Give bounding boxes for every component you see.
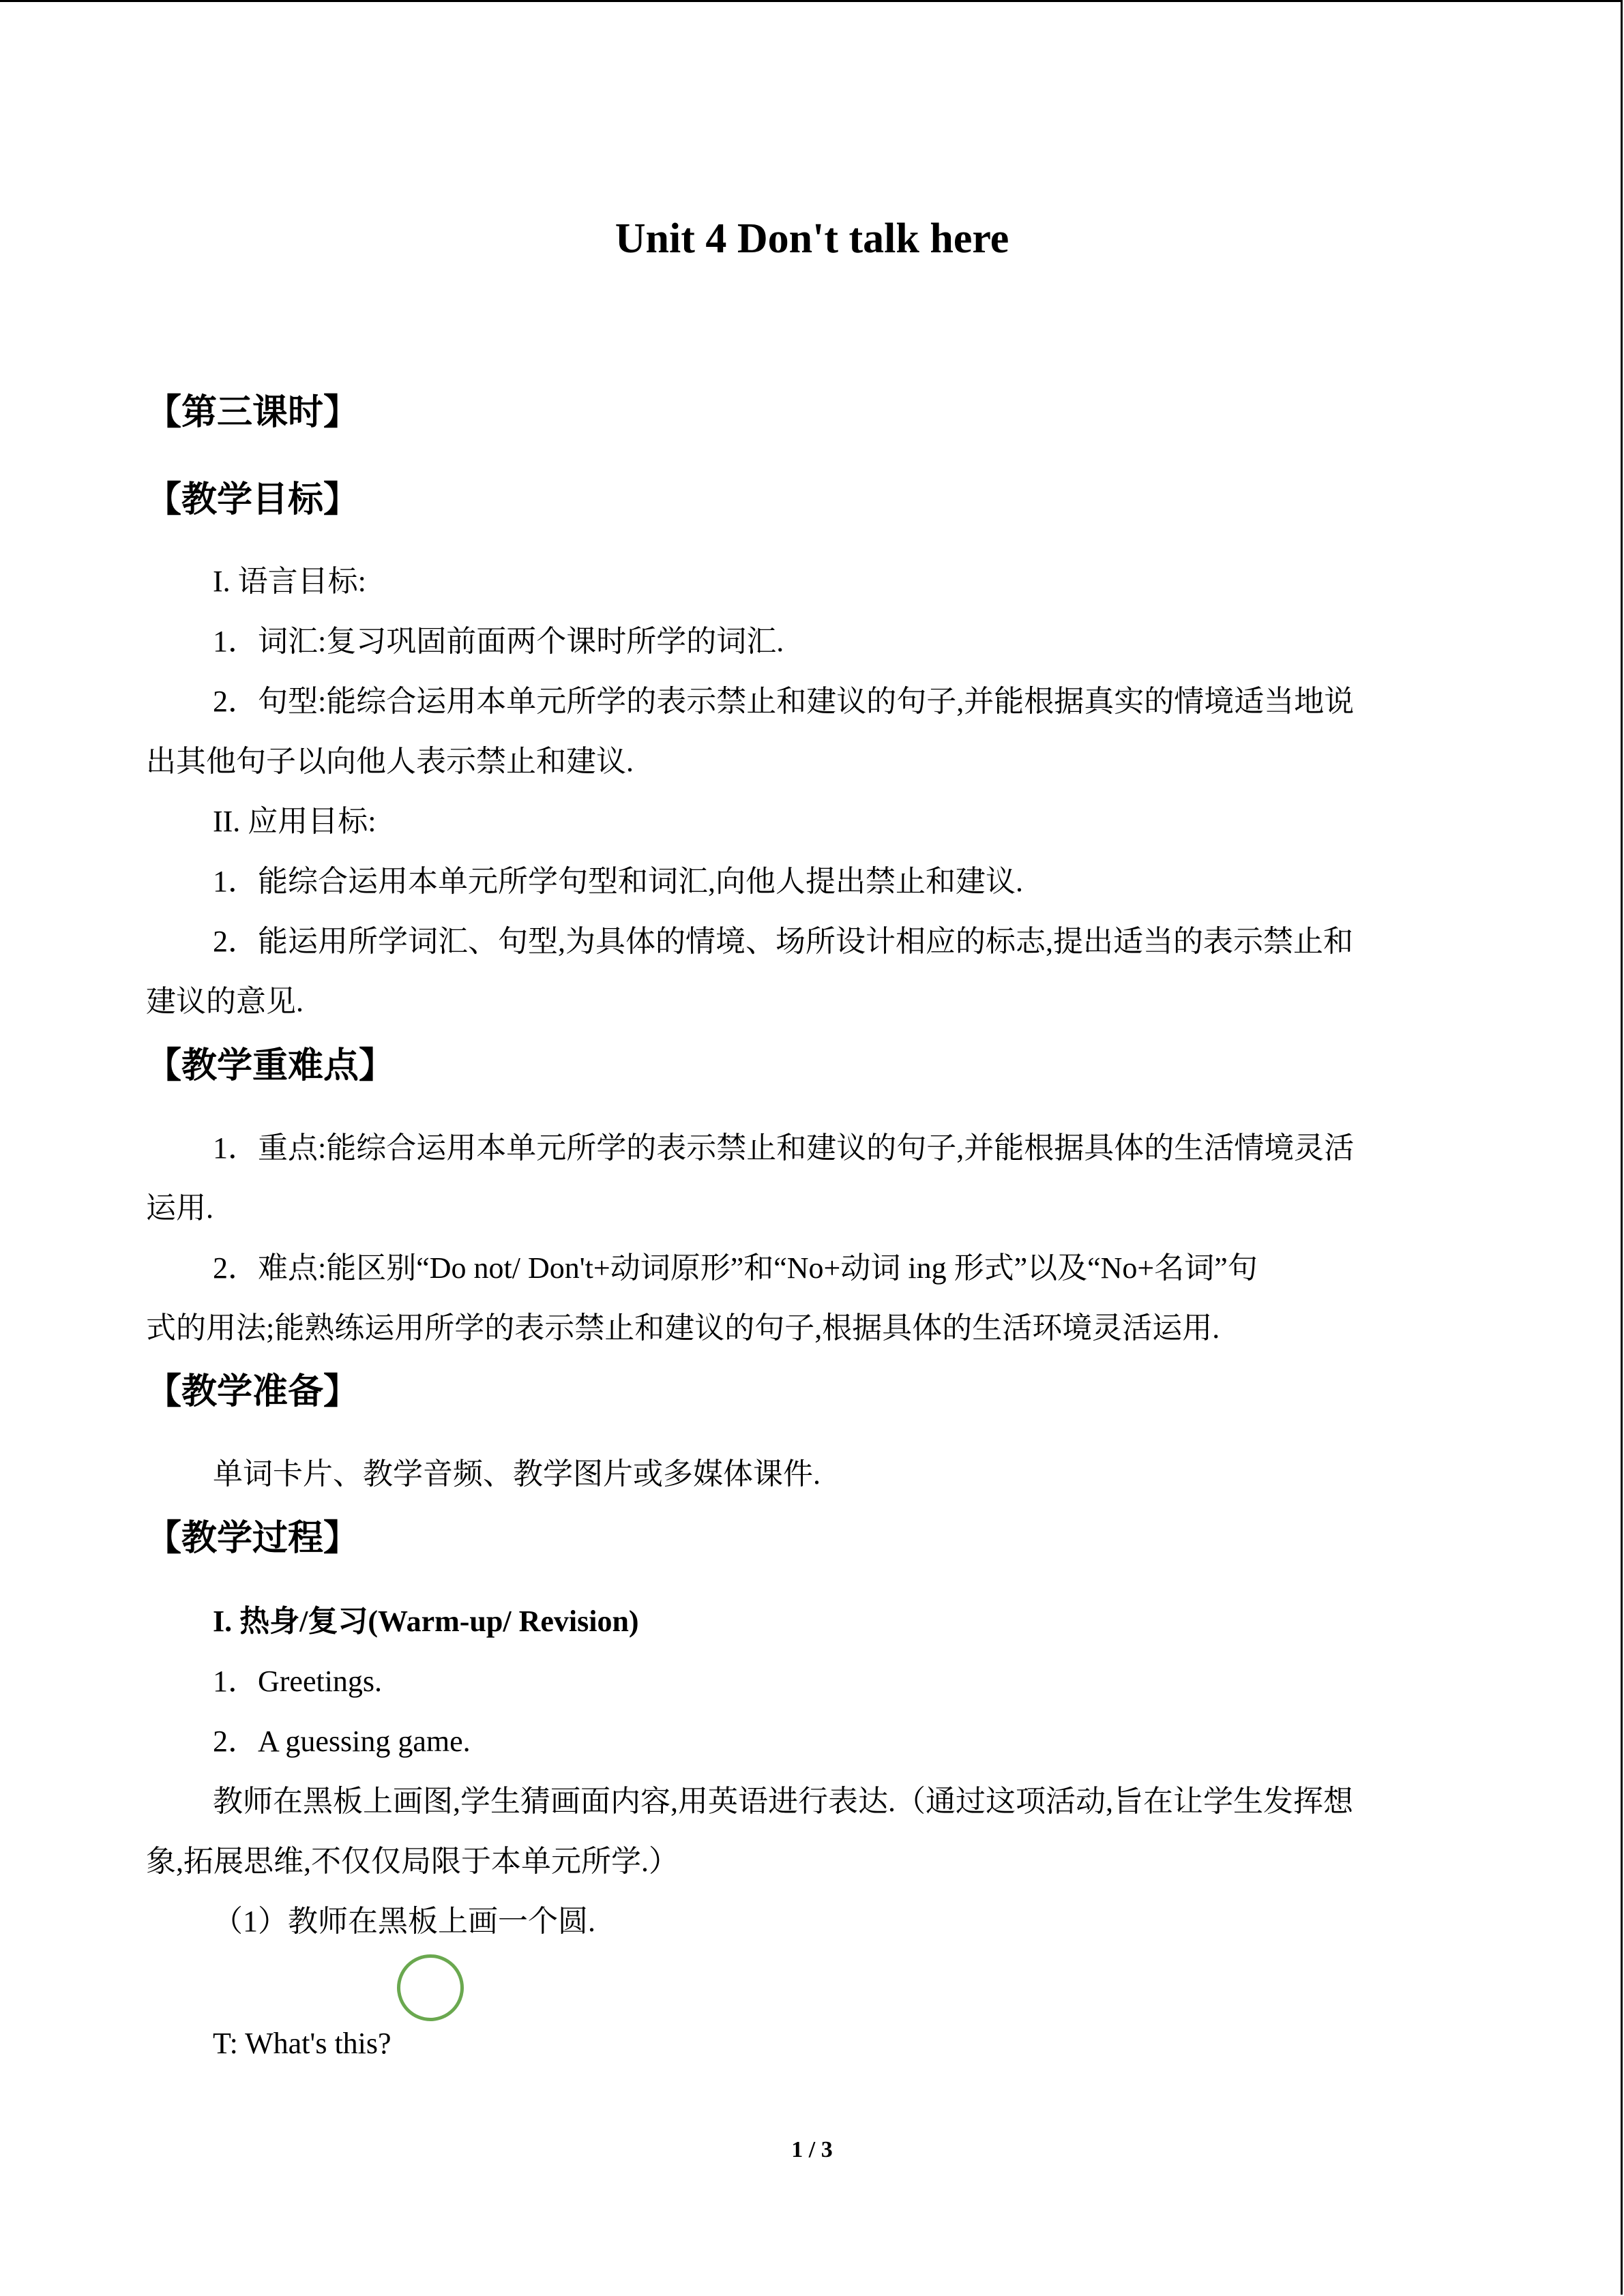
process-step-title: I. 热身/复习(Warm-up/ Revision): [213, 1605, 639, 1638]
objective-language-title: I. 语言目标:: [213, 565, 366, 598]
objective-application-title: II. 应用目标:: [213, 805, 377, 838]
process-dialog-1: T: What's this?: [213, 2027, 392, 2060]
key-point-1-line1: 1．重点:能综合运用本单元所学的表示禁止和建议的句子,并能根据具体的生活情境灵活: [213, 1131, 1355, 1165]
key-point-1-line2: 运用.: [146, 1191, 213, 1225]
document-title: Unit 4 Don't talk here: [615, 215, 1009, 262]
page-number: 1 / 3: [791, 2137, 833, 2162]
objective-application-2-line1: 2．能运用所学词汇、句型,为具体的情境、场所设计相应的标志,提出适当的表示禁止和: [213, 925, 1353, 958]
heading-objectives: 【教学目标】: [146, 479, 359, 520]
heading-key-points: 【教学重难点】: [146, 1045, 395, 1086]
process-desc-line1: 教师在黑板上画图,学生猜画面内容,用英语进行表达.（通过这项活动,旨在让学生发挥想: [213, 1785, 1353, 1818]
process-desc-line2: 象,拓展思维,不仅仅局限于本单元所学.）: [146, 1845, 679, 1878]
drawn-circle: [397, 1954, 464, 2021]
process-item-1: 1．Greetings.: [213, 1665, 383, 1698]
heading-lesson: 【第三课时】: [146, 392, 359, 433]
objective-application-2-line2: 建议的意见.: [146, 985, 304, 1018]
objective-application-1: 1．能综合运用本单元所学句型和词汇,向他人提出禁止和建议.: [213, 865, 1023, 898]
key-point-2-line1: 2．难点:能区别“Do not/ Don't+动词原形”和“No+动词 ing 形式”以及“No+名词”句: [213, 1251, 1258, 1285]
process-sub-1: （1）教师在黑板上画一个圆.: [213, 1905, 595, 1938]
process-item-2: 2．A guessing game.: [213, 1725, 471, 1758]
objective-language-2-line2: 出其他句子以向他人表示禁止和建议.: [146, 745, 634, 778]
heading-preparation: 【教学准备】: [146, 1371, 359, 1412]
key-point-2-line2: 式的用法;能熟练运用所学的表示禁止和建议的句子,根据具体的生活环境灵活运用.: [146, 1311, 1220, 1345]
objective-language-2-line1: 2．句型:能综合运用本单元所学的表示禁止和建议的句子,并能根据真实的情境适当地说: [213, 685, 1355, 718]
heading-process: 【教学过程】: [146, 1518, 359, 1559]
objective-language-1: 1．词汇:复习巩固前面两个课时所学的词汇.: [213, 625, 784, 658]
preparation-text: 单词卡片、教学音频、教学图片或多媒体课件.: [213, 1457, 821, 1491]
